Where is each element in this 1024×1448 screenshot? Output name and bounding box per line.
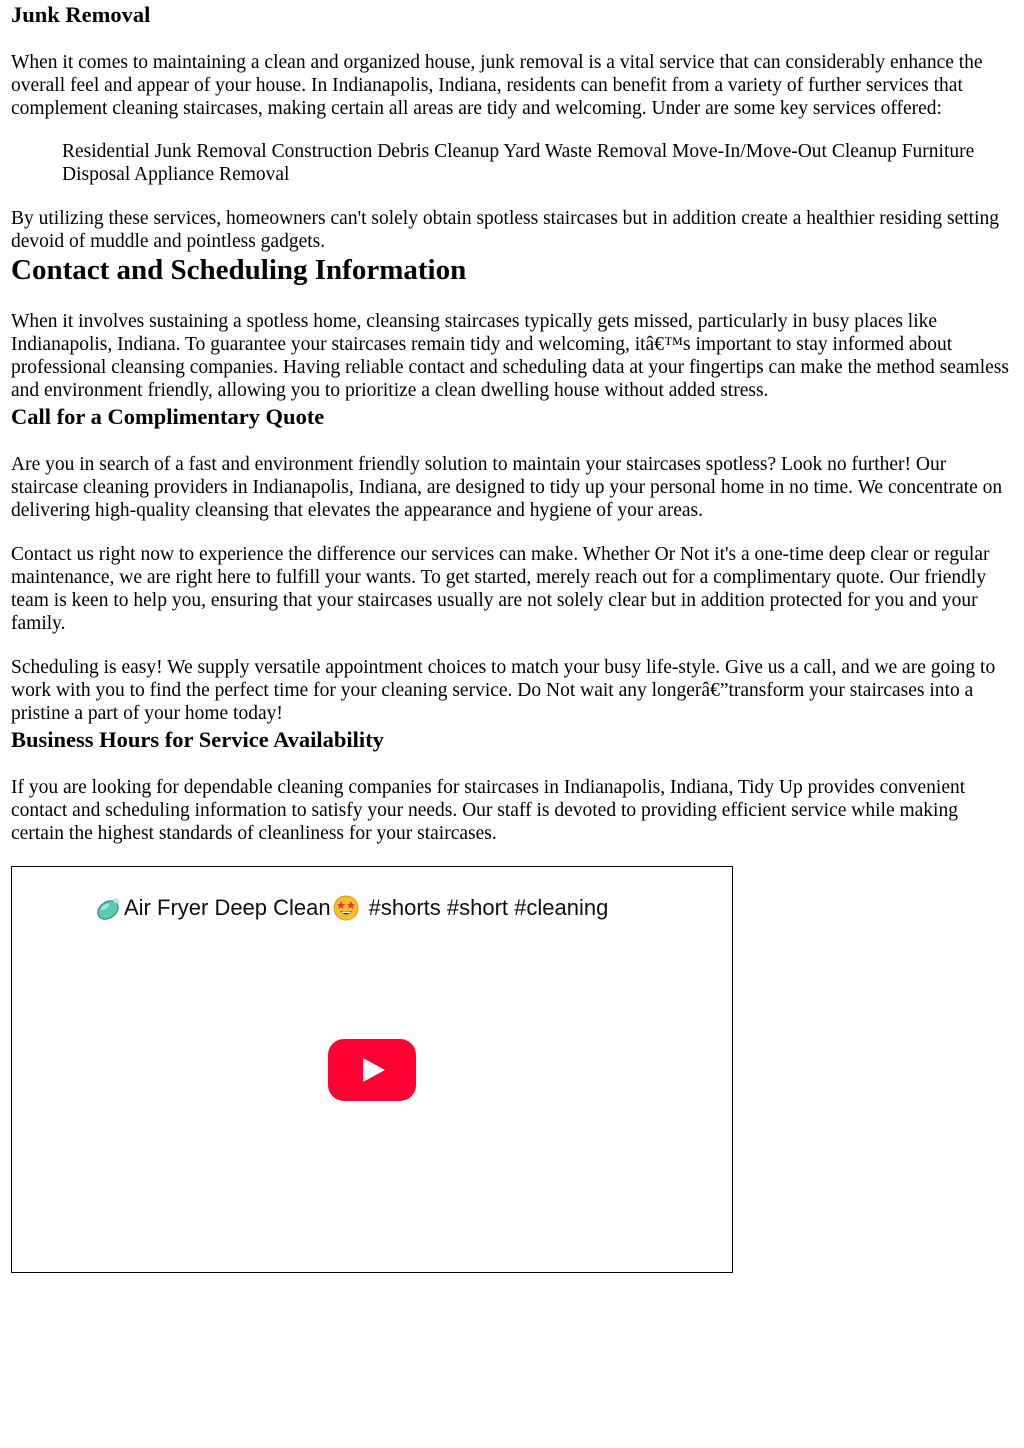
junk-removal-intro: When it comes to maintaining a clean and organized house, junk removal is a vital service that can considerably enhance the overall feel and appear of your house. In Indianapolis, Indiana, residents can benefit from a variety of further services that complement cleaning staircases, making certain all areas are tidy and welcoming. Under are some key services offered: — [11, 52, 983, 119]
hours-paragraph: If you are looking for dependable cleaning companies for staircases in Indianapolis, Indiana, Tidy Up provides convenient contact and scheduling information to satisfy your needs. Our staff is devoted to providing efficient service while making certain the highest standards of cleanliness for your staircases. — [11, 777, 966, 844]
soap-icon — [94, 894, 122, 922]
junk-removal-heading: Junk Removal — [11, 2, 151, 27]
video-embed[interactable] — [11, 866, 733, 1273]
quote-paragraph-2: Contact us right now to experience the difference our services can make. Whether Or Not it's a one-time deep clear or regular maintenance, we are right here to fulfill your wants. To get started, merely reach out for a complimentary quote. Our friendly team is keen to help you, ensuring that your staircases usually are not solely clear but in addition protected for you and your family. — [11, 544, 990, 634]
services-list: Residential Junk Removal Construction Debris Cleanup Yard Waste Removal Move-In/Move-Out Cleanup Furniture Disposal Appliance Removal — [62, 141, 975, 185]
quote-heading: Call for a Complimentary Quote — [11, 404, 325, 429]
youtube-play-icon[interactable] — [328, 1039, 416, 1101]
video-title[interactable] — [94, 893, 608, 923]
video-title-tags: #shorts #short #cleaning — [368, 895, 609, 920]
quote-paragraph-3: Scheduling is easy! We supply versatile appointment choices to match your busy life-style. Give us a call, and we are going to work with you to find the perfect time for your cleaning service. Do Not wait any longerâ€”transform your staircases into a pristine a part of your home today! — [11, 657, 996, 724]
junk-removal-outro: By utilizing these services, homeowners can't solely obtain spotless staircases but in addition create a healthier residing setting devoid of muddle and pointless gadgets. — [11, 208, 1000, 252]
contact-paragraph: When it involves sustaining a spotless home, cleansing staircases typically gets missed, particularly in busy places like Indianapolis, Indiana. To guarantee your staircases remain tidy and welcoming, itâ€™s important to stay informed about professional cleansing companies. Having reliable contact and scheduling data at your fingertips can make the method seamless and environment friendly, allowing you to prioritize a clean dwelling house without added stress. — [11, 311, 1009, 401]
video-title-text: Air Fryer Deep Clean — [124, 895, 331, 920]
star-struck-icon — [333, 895, 359, 921]
article — [0, 2, 1024, 1273]
contact-heading: Contact and Scheduling Information — [11, 254, 467, 286]
hours-heading: Business Hours for Service Availability — [11, 727, 384, 752]
quote-paragraph-1: Are you in search of a fast and environment friendly solution to maintain your staircases spotless? Look no further! Our staircase cleaning providers in Indianapolis, Indiana, are designed to tidy up your personal home in no time. We concentrate on delivering high-quality cleansing that elevates the appearance and hygiene of your areas. — [11, 454, 1003, 521]
